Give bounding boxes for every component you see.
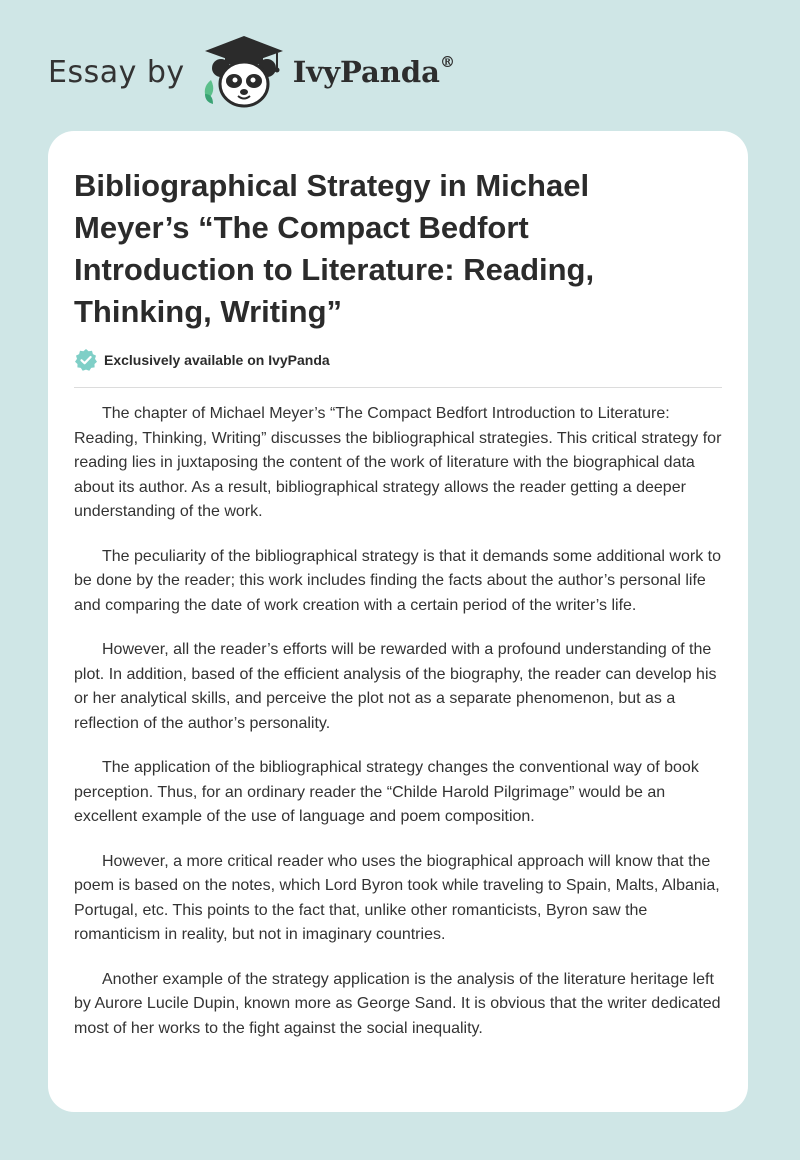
- divider: [74, 387, 722, 388]
- exclusive-label: Exclusively available on IvyPanda: [104, 352, 330, 368]
- check-badge-icon: [74, 348, 98, 372]
- brand-name[interactable]: [293, 55, 455, 89]
- paragraph: However, all the reader’s efforts will be rewarded with a profound understanding of the plot. In addition, based of the efficient analysis of the biography, the reader can develop his or her analytical skills, and perceive the plot not as a separate phenomenon, but as a reflection of the author’s personality.: [74, 641, 717, 732]
- registered-mark: ®: [439, 53, 455, 72]
- paragraph: The peculiarity of the bibliographical strategy is that it demands some additional work to be done by the reader; this work includes finding the facts about the author’s personal life and comparing the date of work creation with a certain period of the writer’s life.: [74, 547, 721, 614]
- paragraph: Another example of the strategy application is the analysis of the literature heritage left by Aurore Lucile Dupin, known more as George Sand. It is obvious that the writer dedicated most of her works to the fight against the social inequality.: [74, 970, 721, 1037]
- panda-graduate-logo-icon[interactable]: [199, 34, 289, 110]
- paragraph: The application of the bibliographical strategy changes the conventional way of book perception. Thus, for an ordinary reader the “Childe Harold Pilgrimage” would be an excellent example of the use of language and poem composition.: [74, 759, 699, 825]
- essay-body: [74, 402, 726, 1061]
- site-header: [48, 34, 455, 110]
- paragraph: The chapter of Michael Meyer’s “The Compact Bedfort Introduction to Literature: Reading, Thinking, Writing” discusses the bibliographical strategies. This critical strategy for reading lies in juxtaposing the content of the work of literature with the biographical data about its author. As a result, bibliographical strategy allows the reader getting a deeper understanding of the work.: [74, 405, 722, 520]
- essay-by-label: Essay by: [48, 54, 185, 90]
- page-title: Bibliographical Strategy in Michael Meyer’s “The Compact Bedfort Introduction to Literature: Reading, Thinking, Writing”: [74, 168, 595, 329]
- paragraph: However, a more critical reader who uses the biographical approach will know that the poem is based on the notes, which Lord Byron took while traveling to Spain, Malts, Albania, Portugal, etc. This points to the fact that, unlike other romanticists, Byron saw the romanticism in reality, but not in imaginary countries.: [74, 852, 720, 943]
- essay-card: [48, 131, 748, 1112]
- brand-label: IvyPanda: [292, 55, 440, 89]
- exclusive-badge: [74, 348, 330, 372]
